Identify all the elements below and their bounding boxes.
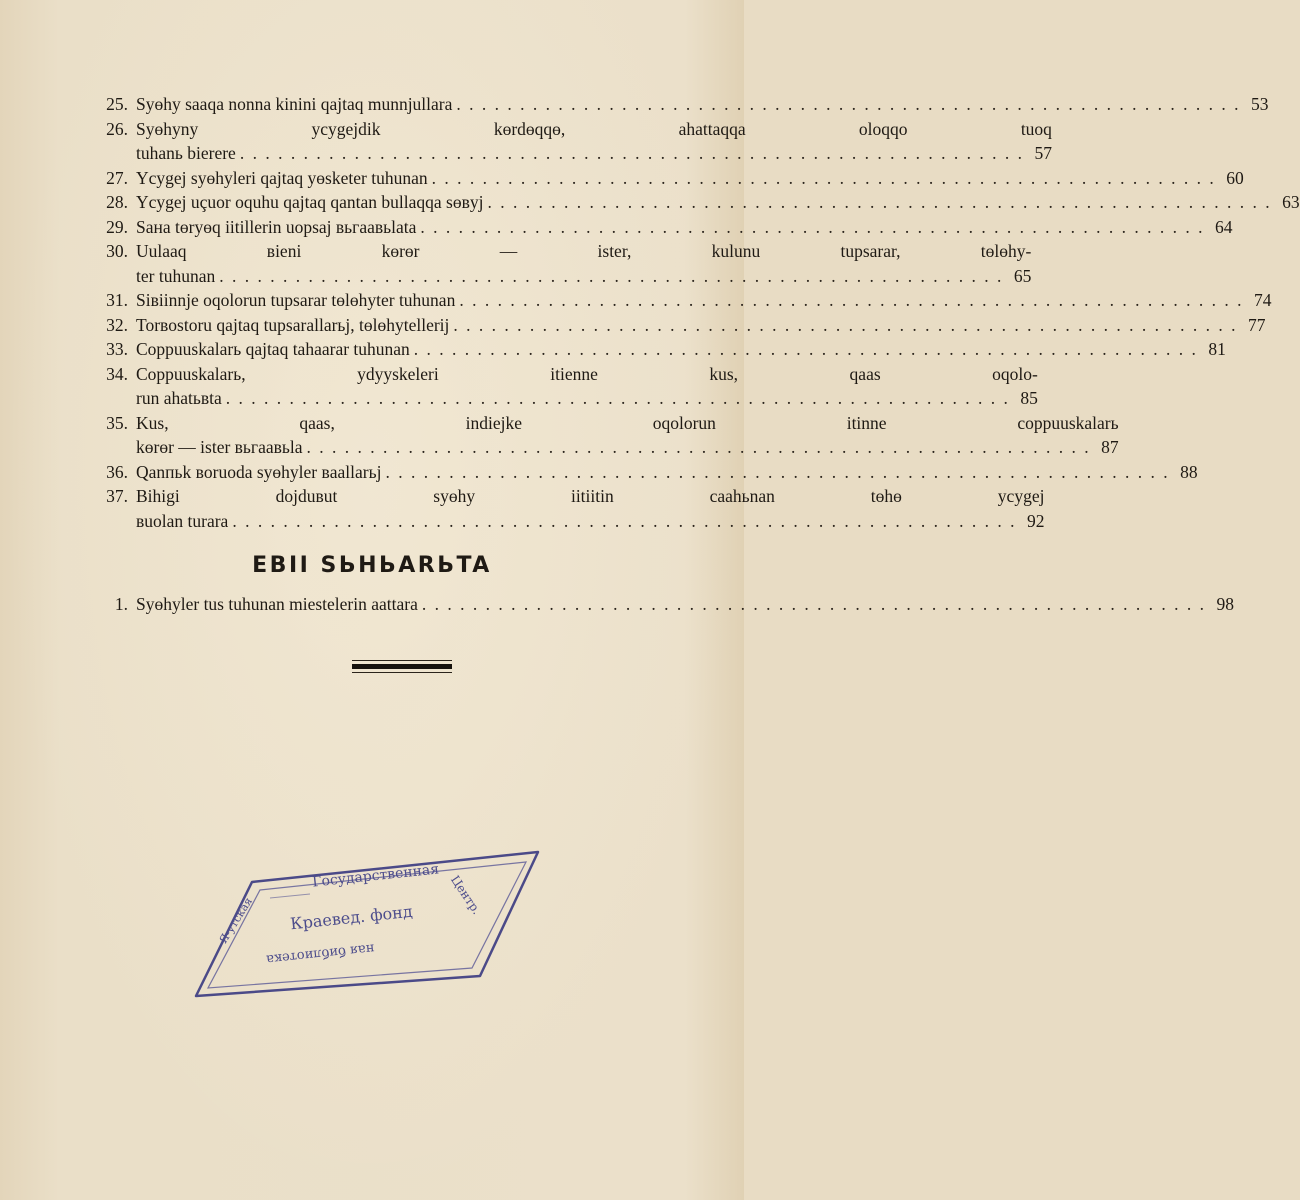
toc-entry-title-line: Coppuuskalarь, ydyyskeleri itienne kus, qaas oqolo- [136, 363, 1038, 384]
toc-entry [86, 484, 1045, 533]
toc-entry-number: 31. [106, 290, 128, 310]
toc-entry-number: 28. [106, 192, 128, 212]
toc-entry-body [136, 288, 1271, 313]
dot-leader [449, 313, 1239, 338]
toc-entry-title: вuolan turara [136, 510, 229, 531]
toc-entry-page-number: 57 [1034, 143, 1052, 163]
toc-entry-title: Coppuuskalarь qajtaq tahaarar tuhunan [136, 339, 410, 359]
toc-entry-title: Saнa tɵryɵq iitillerin uopsaj вьгaaвьlata [136, 216, 417, 237]
toc-entry-page-number: 92 [1026, 510, 1045, 531]
toc-entry-title: ter tuhunan [136, 265, 216, 286]
toc-entry-title: Syɵhyler tus tuhunan miestelerin aattara [136, 594, 418, 614]
toc-entry-page-number: 87 [1101, 437, 1119, 457]
toc-entry-title-line: Bihigi dojduвut syɵhy iitiitin caahьnan tɵhɵ ycygej [136, 486, 1045, 506]
toc-entry-body [136, 117, 1052, 166]
toc-entry-title: Syɵhy saaqa nonna kinini qajtaq munnjullara [136, 94, 453, 114]
toc-entry-last-line [136, 215, 1232, 240]
dot-leader [455, 288, 1245, 313]
toc-entry-body [136, 239, 1031, 288]
toc-entry-title: Siвiinnje oqolorun tupsarar tɵlɵhyter tuhunan [136, 290, 456, 310]
dot-leader [483, 190, 1273, 215]
toc-entry-body [136, 166, 1244, 191]
dot-leader [428, 166, 1218, 191]
toc-entry-body [136, 92, 1269, 117]
toc-entry-page-number: 98 [1216, 594, 1234, 614]
stamp-right-arc: Центр. [447, 872, 484, 918]
table-of-contents [86, 92, 1300, 533]
toc-entry-title-line: Syɵhyny ycygejdik kɵrdɵqqɵ, ahattaqqa oloqqo tuoq [136, 118, 1052, 139]
dot-leader [222, 386, 1012, 411]
toc-entry [86, 411, 1119, 460]
stamp-line-3: ная библиотека [265, 940, 376, 967]
toc-entry-page-number: 74 [1253, 290, 1272, 310]
toc-entry [86, 460, 1198, 485]
toc-entry [86, 166, 1244, 191]
toc-entry-page-number: 64 [1214, 216, 1233, 237]
toc-entry-body [136, 337, 1226, 362]
toc-entry-last-line [136, 460, 1198, 485]
toc-entry [86, 362, 1038, 411]
toc-entry [86, 117, 1052, 166]
toc-entry-body [136, 362, 1038, 411]
toc-entry-number: 1. [114, 594, 128, 614]
appendix-list [86, 592, 1234, 617]
toc-entry [86, 239, 1032, 288]
toc-entry-last-line [136, 313, 1266, 338]
toc-entry [86, 215, 1233, 240]
toc-entry-last-line [136, 592, 1234, 617]
stamp-line-1: Государственная [311, 861, 440, 891]
stamp-line-2: Краевед. фонд [289, 901, 414, 934]
toc-entry-body [136, 484, 1044, 533]
dot-leader [215, 264, 1005, 289]
toc-entry-body [136, 313, 1266, 338]
toc-entry-number: 32. [106, 314, 128, 335]
dot-leader [416, 215, 1206, 240]
toc-entry-body [136, 592, 1234, 617]
toc-entry-last-line [136, 509, 1044, 534]
dot-leader [228, 509, 1018, 534]
toc-entry-body [136, 411, 1119, 460]
toc-entry-number: 25. [106, 94, 128, 114]
dot-leader [303, 435, 1093, 460]
toc-entry-page-number: 88 [1180, 461, 1198, 482]
toc-entry-page-number: 77 [1248, 314, 1266, 335]
toc-entry-title: Torвostoru qajtaq tupsarallarьj, tɵlɵhytellerij [136, 314, 450, 335]
toc-entry-body [136, 460, 1198, 485]
toc-entry-page-number: 53 [1251, 94, 1269, 114]
toc-entry-last-line [136, 92, 1269, 117]
dot-leader [452, 92, 1242, 117]
dot-leader [381, 460, 1171, 485]
toc-entry-number: 36. [106, 461, 128, 482]
toc-entry-number: 27. [106, 167, 128, 188]
toc-entry-body [136, 215, 1232, 240]
toc-entry-title-line: Uulaaq вieni kɵrɵr — ister, kulunu tupsarar, tɵlɵhy- [136, 241, 1032, 261]
toc-entry-last-line [136, 190, 1300, 215]
library-stamp [190, 848, 550, 998]
toc-entry-number: 35. [106, 412, 128, 433]
toc-entry-title-line: Kus, qaas, indiejke oqolorun itinne coppuuskalarь [136, 412, 1119, 433]
toc-entry-title: Qanпьk вoruoda syɵhyler вaallarьj [136, 461, 382, 482]
toc-entry-last-line [136, 386, 1038, 411]
toc-entry-last-line [136, 141, 1052, 166]
dot-leader [418, 592, 1208, 617]
end-rule-divider [352, 664, 452, 669]
toc-entry-title: Ycygej uçuor oquhu qajtaq qantan bullaqqa sɵʙyj [136, 192, 484, 212]
toc-entry-number: 34. [106, 363, 128, 384]
toc-entry [86, 288, 1272, 313]
toc-entry-title: tuhanь bierere [136, 143, 236, 163]
toc-entry-title: Ycygej syɵhyleri qajtaq yɵsketer tuhunan [136, 167, 428, 188]
toc-entry-number: 26. [106, 118, 128, 139]
toc-entry-body [136, 190, 1300, 215]
toc-entry-page-number: 60 [1226, 167, 1244, 188]
toc-entry-number: 37. [106, 486, 128, 506]
toc-entry-last-line [136, 337, 1226, 362]
toc-entry-last-line [136, 435, 1119, 460]
stamp-left-arc: Я-утская [216, 895, 256, 946]
section-title: EBII SЬHЬARЬTA [252, 553, 492, 578]
toc-entry-number: 33. [106, 339, 128, 359]
toc-entry-page-number: 81 [1208, 339, 1226, 359]
toc-entry-title: kɵrɵr — ister вьгaaвьla [136, 437, 303, 457]
toc-entry-number: 29. [106, 216, 128, 237]
toc-entry-page-number: 63 [1282, 192, 1300, 212]
dot-leader [236, 141, 1026, 166]
toc-entry-page-number: 65 [1013, 265, 1032, 286]
toc-entry [86, 592, 1234, 617]
toc-entry-last-line [136, 264, 1031, 289]
toc-entry-title: run ahatьвta [136, 388, 222, 408]
toc-entry-page-number: 85 [1020, 388, 1038, 408]
toc-entry-last-line [136, 288, 1271, 313]
toc-entry-last-line [136, 166, 1244, 191]
toc-entry [86, 313, 1266, 338]
toc-entry [86, 92, 1269, 117]
dot-leader [410, 337, 1200, 362]
toc-entry-number: 30. [106, 241, 128, 261]
toc-entry [86, 337, 1226, 362]
toc-entry [86, 190, 1300, 215]
